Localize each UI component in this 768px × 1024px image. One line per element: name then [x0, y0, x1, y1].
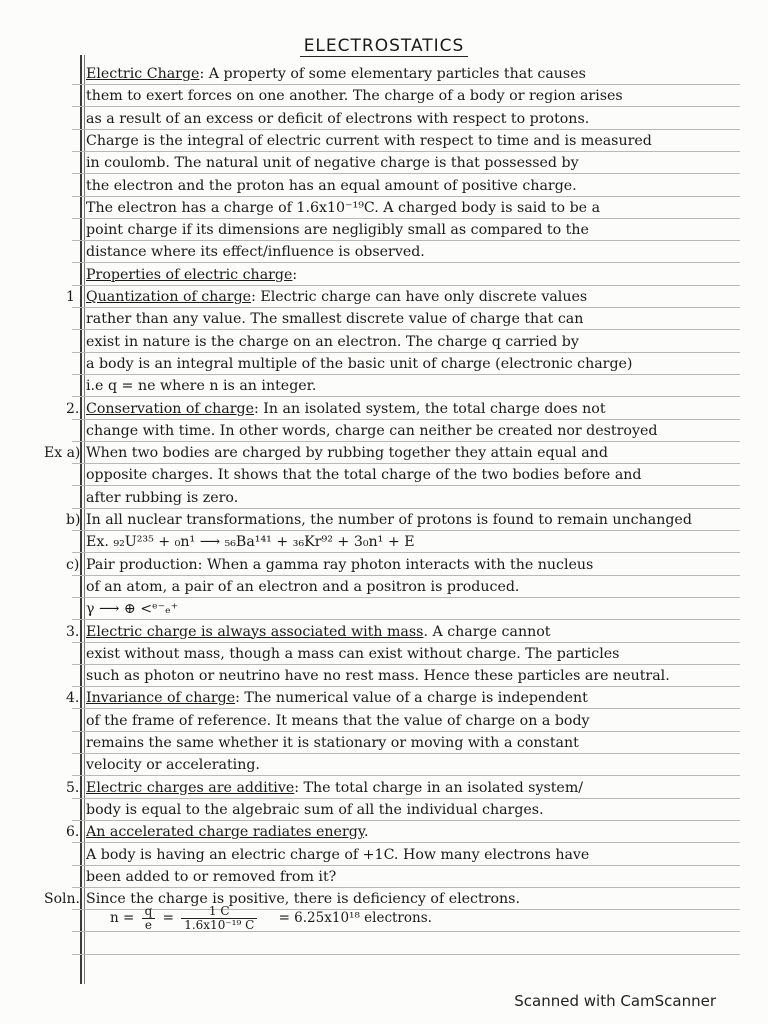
item-marker: 4. [66, 690, 80, 707]
ruled-line [72, 619, 740, 620]
ruled-line [72, 196, 740, 197]
line-text: such as photon or neutrino have no rest mass. Hence these particles are neutral. [86, 668, 670, 685]
ruled-line [72, 374, 740, 375]
ruled-line [72, 463, 740, 464]
line-text: When two bodies are charged by rubbing together they attain equal and [86, 445, 608, 462]
ruled-line [72, 151, 740, 152]
text-line [86, 378, 736, 394]
text-line [86, 423, 736, 439]
text-line [86, 557, 736, 573]
text-line [86, 624, 736, 640]
ruled-line [72, 708, 740, 709]
ruled-line [72, 129, 740, 130]
line-text: Charge is the integral of electric current with respect to time and is measured [86, 132, 652, 149]
ruled-line [72, 642, 740, 643]
text-line [86, 356, 736, 372]
text-line [86, 512, 736, 528]
line-text: A body is having an electric charge of +1C. How many electrons have [86, 846, 590, 863]
item-marker: 6. [66, 824, 80, 841]
ruled-line [72, 106, 740, 107]
ruled-line [72, 575, 740, 576]
line-text: : The total charge in an isolated system/ [294, 779, 584, 796]
line-text: change with time. In other words, charge can neither be created nor destroyed [86, 422, 658, 439]
section-heading: Conservation of charge [86, 400, 254, 417]
section-heading: Quantization of charge [86, 289, 252, 305]
text-line [86, 289, 736, 305]
line-text: remains the same whether it is stationary or moving with a constant [86, 735, 579, 751]
ruled-line [72, 775, 740, 776]
scanner-watermark: Scanned with CamScanner [514, 992, 716, 1010]
line-text: opposite charges. It shows that the total charge of the two bodies before and [86, 467, 642, 484]
line-text: after rubbing is zero. [86, 489, 239, 506]
line-text: i.e q = ne where n is an integer. [86, 378, 317, 395]
text-line [86, 601, 736, 617]
line-text: exist without mass, though a mass can exist without charge. The particles [86, 645, 620, 662]
line-text: . [363, 824, 369, 841]
line-text: : The numerical value of a charge is independent [235, 690, 588, 707]
text-line [86, 534, 736, 550]
item-marker: Ex a) [44, 445, 81, 462]
section-heading: An accelerated charge radiates energy [86, 824, 364, 841]
line-text: in coulomb. The natural unit of negative charge is that possessed by [86, 155, 579, 172]
text-line [86, 267, 736, 283]
line-text: : Electric charge can have only discrete values [251, 289, 588, 305]
ruled-line [72, 753, 740, 754]
text-line [86, 579, 736, 595]
ruled-line [72, 508, 740, 509]
text-line [86, 869, 736, 885]
line-text: distance where its effect/influence is observed. [86, 244, 425, 261]
section-heading: Properties of electric charge [86, 266, 293, 283]
line-text: as a result of an excess or deficit of electrons with respect to protons. [86, 110, 590, 127]
ruled-line [72, 396, 740, 397]
text-line [86, 646, 736, 662]
ruled-line [72, 485, 740, 486]
text-line [86, 111, 736, 127]
line-text: them to exert forces on one another. The charge of a body or region arises [86, 88, 623, 105]
item-marker: 3. [66, 623, 80, 640]
line-text: Pair production: When a gamma ray photon interacts with the nucleus [86, 556, 594, 573]
text-line [86, 133, 736, 149]
line-text: the electron and the proton has an equal amount of positive charge. [86, 177, 577, 194]
ruled-line [72, 530, 740, 531]
ruled-line [72, 731, 740, 732]
line-text: The electron has a charge of 1.6x10⁻¹⁹C. A charged body is said to be a [86, 199, 601, 216]
ruled-line [72, 552, 740, 553]
section-heading: Electric Charge [86, 66, 200, 82]
section-heading: Electric charges are additive [86, 779, 295, 796]
ruled-line [72, 84, 740, 85]
line-text: Ex. ₉₂U²³⁵ + ₀n¹ ⟶ ₅₆Ba¹⁴¹ + ₃₆Kr⁹² + 3₀n¹ + E [86, 534, 415, 551]
text-line [86, 780, 736, 796]
text-line [86, 668, 736, 684]
ruled-line [72, 262, 740, 263]
line-text: In all nuclear transformations, the number of protons is found to remain unchanged [86, 512, 692, 528]
text-line [86, 824, 736, 840]
ruled-line [72, 954, 740, 955]
text-line [86, 735, 736, 751]
text-line [86, 757, 736, 773]
text-line [86, 88, 736, 104]
ruled-line [72, 686, 740, 687]
text-line [86, 445, 736, 461]
ruled-line [72, 240, 740, 241]
line-text: of the frame of reference. It means that the value of charge on a body [86, 712, 590, 729]
text-line [86, 690, 736, 706]
text-line [86, 244, 736, 260]
ruled-line [72, 820, 740, 821]
text-line [86, 401, 736, 417]
ruled-line [72, 887, 740, 888]
line-text: . A charge cannot [423, 623, 551, 640]
line-text: rather than any value. The smallest discrete value of charge that can [86, 311, 584, 328]
line-text: : In an isolated system, the total charge does not [254, 400, 606, 417]
item-marker: 1 [66, 289, 75, 305]
item-marker: 5. [66, 779, 80, 796]
item-marker: 2. [66, 400, 80, 417]
text-line [86, 467, 736, 483]
item-marker: b) [66, 512, 81, 528]
line-text: been added to or removed from it? [86, 868, 337, 885]
section-heading: Invariance of charge [86, 690, 236, 707]
ruled-line [72, 419, 740, 420]
line-text: : A property of some elementary particles that causes [199, 66, 586, 82]
text-line [86, 222, 736, 238]
line-text: γ ⟶ ⊕ <ᵉ⁻ₑ⁺ [86, 601, 179, 618]
item-marker: c) [66, 556, 80, 573]
ruled-line [72, 842, 740, 843]
ruled-line [72, 329, 740, 330]
line-text: of an atom, a pair of an electron and a positron is produced. [86, 578, 520, 595]
text-line [86, 713, 736, 729]
ruled-line [72, 441, 740, 442]
line-text: a body is an integral multiple of the basic unit of charge (electronic charge) [86, 355, 633, 372]
line-text: velocity or accelerating. [86, 757, 260, 774]
text-line [86, 311, 736, 327]
line-text: Since the charge is positive, there is deficiency of electrons. [86, 891, 520, 908]
text-line [86, 66, 736, 82]
ruled-line [72, 285, 740, 286]
ruled-line [72, 865, 740, 866]
text-line [86, 802, 736, 818]
page-title: ELECTROSTATICS [0, 36, 768, 56]
text-line [86, 155, 736, 171]
text-line [86, 847, 736, 863]
ruled-line [72, 798, 740, 799]
text-line [86, 178, 736, 194]
ruled-line [72, 307, 740, 308]
ruled-line [72, 352, 740, 353]
line-text: body is equal to the algebraic sum of all the individual charges. [86, 801, 544, 818]
text-line [86, 334, 736, 350]
line-text: exist in nature is the charge on an electron. The charge q carried by [86, 333, 579, 350]
line-text: : [292, 266, 298, 283]
margin-line-inner [84, 55, 85, 984]
text-line [86, 490, 736, 506]
ruled-line [72, 664, 740, 665]
ruled-line [72, 173, 740, 174]
item-marker: Soln. [44, 891, 80, 908]
text-line [86, 200, 736, 216]
ruled-line [72, 218, 740, 219]
solution-equation: n = $\frac{q}{e}$ = $\frac{1 C}{\text{1.6x10⁻¹⁹ C}}$ = 6.25x10¹⁸ electrons. [110, 904, 432, 932]
line-text: point charge if its dimensions are negligibly small as compared to the [86, 222, 589, 239]
ruled-line [72, 597, 740, 598]
section-heading: Electric charge is always associated with mass [86, 623, 424, 640]
